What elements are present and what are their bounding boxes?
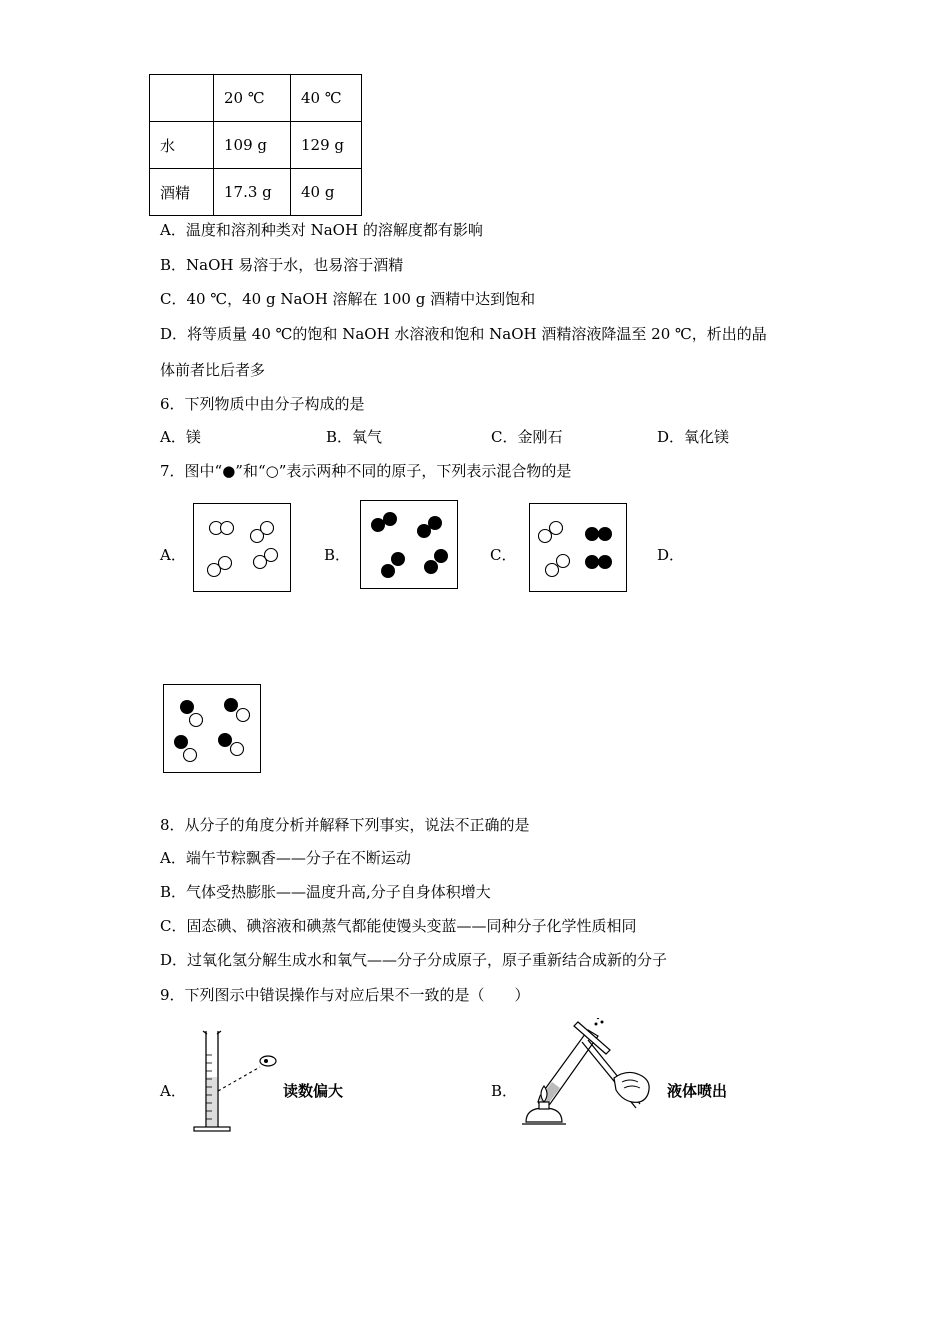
q8-option-b: B．气体受热膨胀——温度升高,分子自身体积增大 — [160, 883, 491, 901]
q6-option-b: B．氧气 — [326, 428, 383, 446]
q7-diagram-c — [529, 503, 627, 592]
q8-stem: 8．从分子的角度分析并解释下列事实，说法不正确的是 — [160, 816, 530, 834]
q8-option-a: A．端午节粽飘香——分子在不断运动 — [160, 849, 411, 867]
q5-option-a: A．温度和溶剂种类对 NaOH 的溶解度都有影响 — [160, 221, 483, 239]
table-header-cell: 40 ℃ — [291, 75, 362, 122]
table-row — [150, 122, 362, 169]
table-cell: 酒精 — [150, 169, 214, 216]
q8-option-d: D．过氧化氢分解生成水和氧气——分子分成原子，原子重新结合成新的分子 — [160, 951, 668, 969]
table-cell: 129 g — [291, 122, 362, 169]
table-cell: 水 — [150, 122, 214, 169]
graduated-cylinder-figure — [186, 1025, 286, 1137]
table-cell: 17.3 g — [214, 169, 291, 216]
q5-option-d-continued: 体前者比后者多 — [160, 361, 266, 379]
q5-option-c: C．40 ℃，40 g NaOH 溶解在 100 g 酒精中达到饱和 — [160, 290, 536, 308]
q7-diagram-b — [360, 500, 458, 589]
q5-option-d: D．将等质量 40 ℃的饱和 NaOH 水溶液和饱和 NaOH 酒精溶液降温至 20 ℃，析出的晶 — [160, 325, 767, 343]
q6-option-c: C．金刚石 — [491, 428, 563, 446]
q6-stem: 6．下列物质中由分子构成的是 — [160, 395, 365, 413]
table-header-cell — [150, 75, 214, 122]
q7-stem: 7．图中“●”和“○”表示两种不同的原子，下列表示混合物的是 — [160, 462, 572, 480]
q9-option-a-result: 读数偏大 — [283, 1082, 344, 1100]
q9-option-b-label: B． — [491, 1082, 518, 1100]
q7-diagram-d — [163, 684, 261, 773]
q9-option-b-result: 液体喷出 — [667, 1082, 728, 1100]
q9-stem: 9．下列图示中错误操作与对应后果不一致的是（ ） — [160, 986, 530, 1004]
q7-option-a: A． — [160, 546, 186, 564]
q6-option-d: D．氧化镁 — [657, 428, 730, 446]
table-cell: 40 g — [291, 169, 362, 216]
solubility-table — [149, 74, 362, 216]
heating-test-tube-figure — [518, 1018, 660, 1136]
q7-option-c: C． — [490, 546, 517, 564]
q7-option-b: B． — [324, 546, 351, 564]
q5-option-b: B．NaOH 易溶于水，也易溶于酒精 — [160, 256, 404, 274]
table-header-row — [150, 75, 362, 122]
table-cell: 109 g — [214, 122, 291, 169]
q8-option-c: C．固态碘、碘溶液和碘蒸气都能使馒头变蓝——同种分子化学性质相同 — [160, 917, 637, 935]
q9-option-a-label: A． — [160, 1082, 186, 1100]
q6-option-a: A．镁 — [160, 428, 201, 446]
table-header-cell: 20 ℃ — [214, 75, 291, 122]
q7-option-d: D． — [657, 546, 685, 564]
q7-diagram-a — [193, 503, 291, 592]
table-row — [150, 169, 362, 216]
